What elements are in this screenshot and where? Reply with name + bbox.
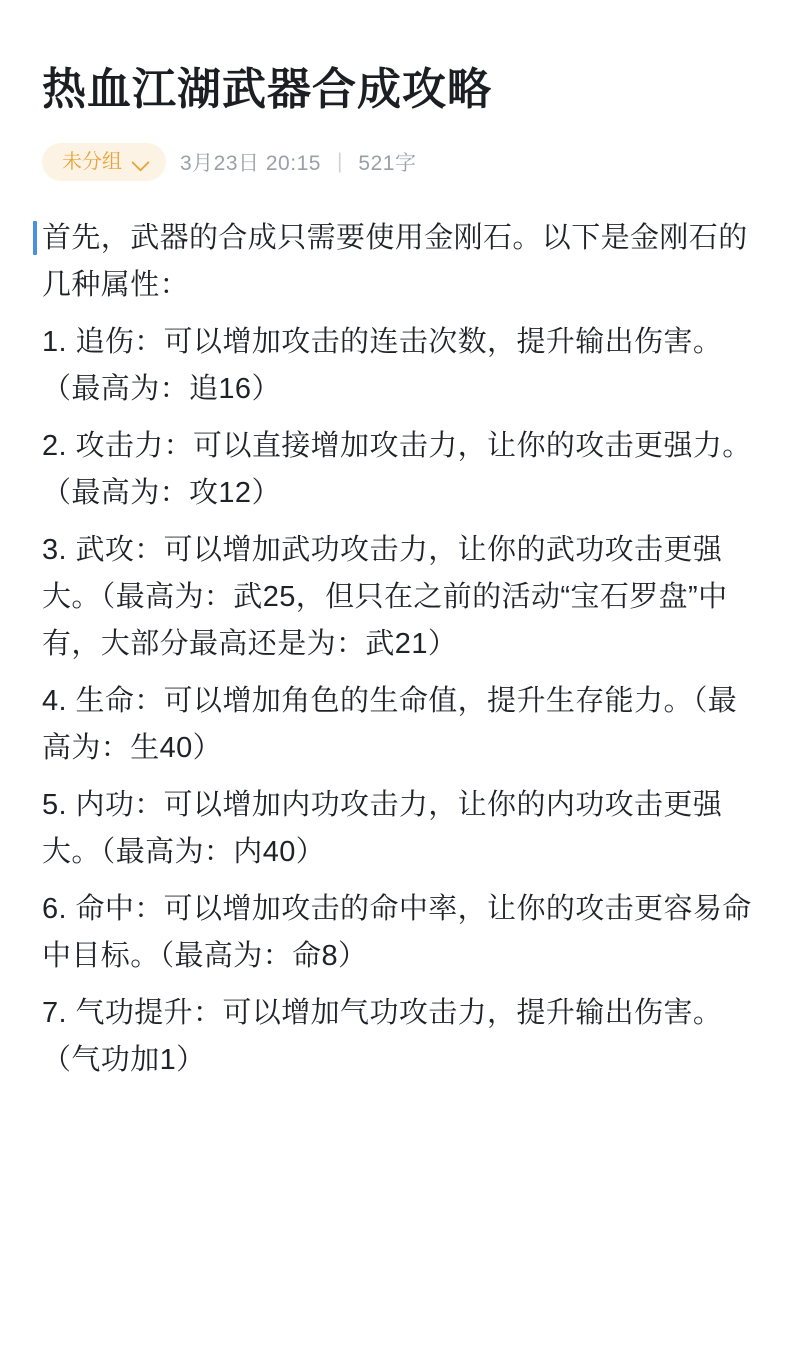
paragraph-8 (42, 990, 760, 1084)
paragraph-text: 4. 生命：可以增加角色的生命值，提升生存能力。（最高为：生40） (42, 684, 738, 764)
paragraph-7 (42, 886, 760, 980)
paragraph-text: 2. 攻击力：可以直接增加攻击力，让你的攻击更强力。（最高为：攻12） (42, 429, 752, 509)
text-cursor (33, 221, 37, 255)
paragraph-3 (42, 423, 760, 517)
meta-separator: | (336, 150, 343, 173)
paragraph-5 (42, 678, 760, 772)
paragraph-2 (42, 319, 760, 413)
paragraph-text: 首先，武器的合成只需要使用金刚石。以下是金刚石的几种属性： (42, 222, 748, 301)
paragraph-text: 7. 气功提升：可以增加气功攻击力，提升输出伤害。（气功加1） (42, 996, 723, 1076)
chevron-down-icon (132, 153, 150, 171)
folder-selector[interactable] (42, 143, 166, 181)
paragraph-text: 3. 武攻：可以增加武功攻击力，让你的武功攻击更强大。（最高为：武25，但只在之前的活动“宝石罗盘”中有，大部分最高还是为：武21） (42, 533, 728, 660)
paragraph-4 (42, 527, 760, 668)
note-word-count: 521字 (358, 152, 417, 175)
paragraph-1 (42, 215, 760, 309)
paragraph-text: 5. 内功：可以增加内功攻击力，让你的内功攻击更强大。（最高为：内40） (42, 788, 723, 868)
folder-label: 未分组 (62, 151, 122, 173)
paragraph-6 (42, 782, 760, 876)
page-title: 热血江湖武器合成攻略 (42, 65, 492, 114)
note-meta-row (42, 143, 760, 181)
note-timestamp: 3月23日 20:15 (180, 152, 321, 175)
paragraph-text: 6. 命中：可以增加攻击的命中率，让你的攻击更容易命中目标。（最高为：命8） (42, 892, 752, 972)
paragraph-text: 1. 追伤：可以增加攻击的连击次数，提升输出伤害。（最高为：追16） (42, 325, 723, 405)
note-body[interactable] (42, 215, 760, 1083)
